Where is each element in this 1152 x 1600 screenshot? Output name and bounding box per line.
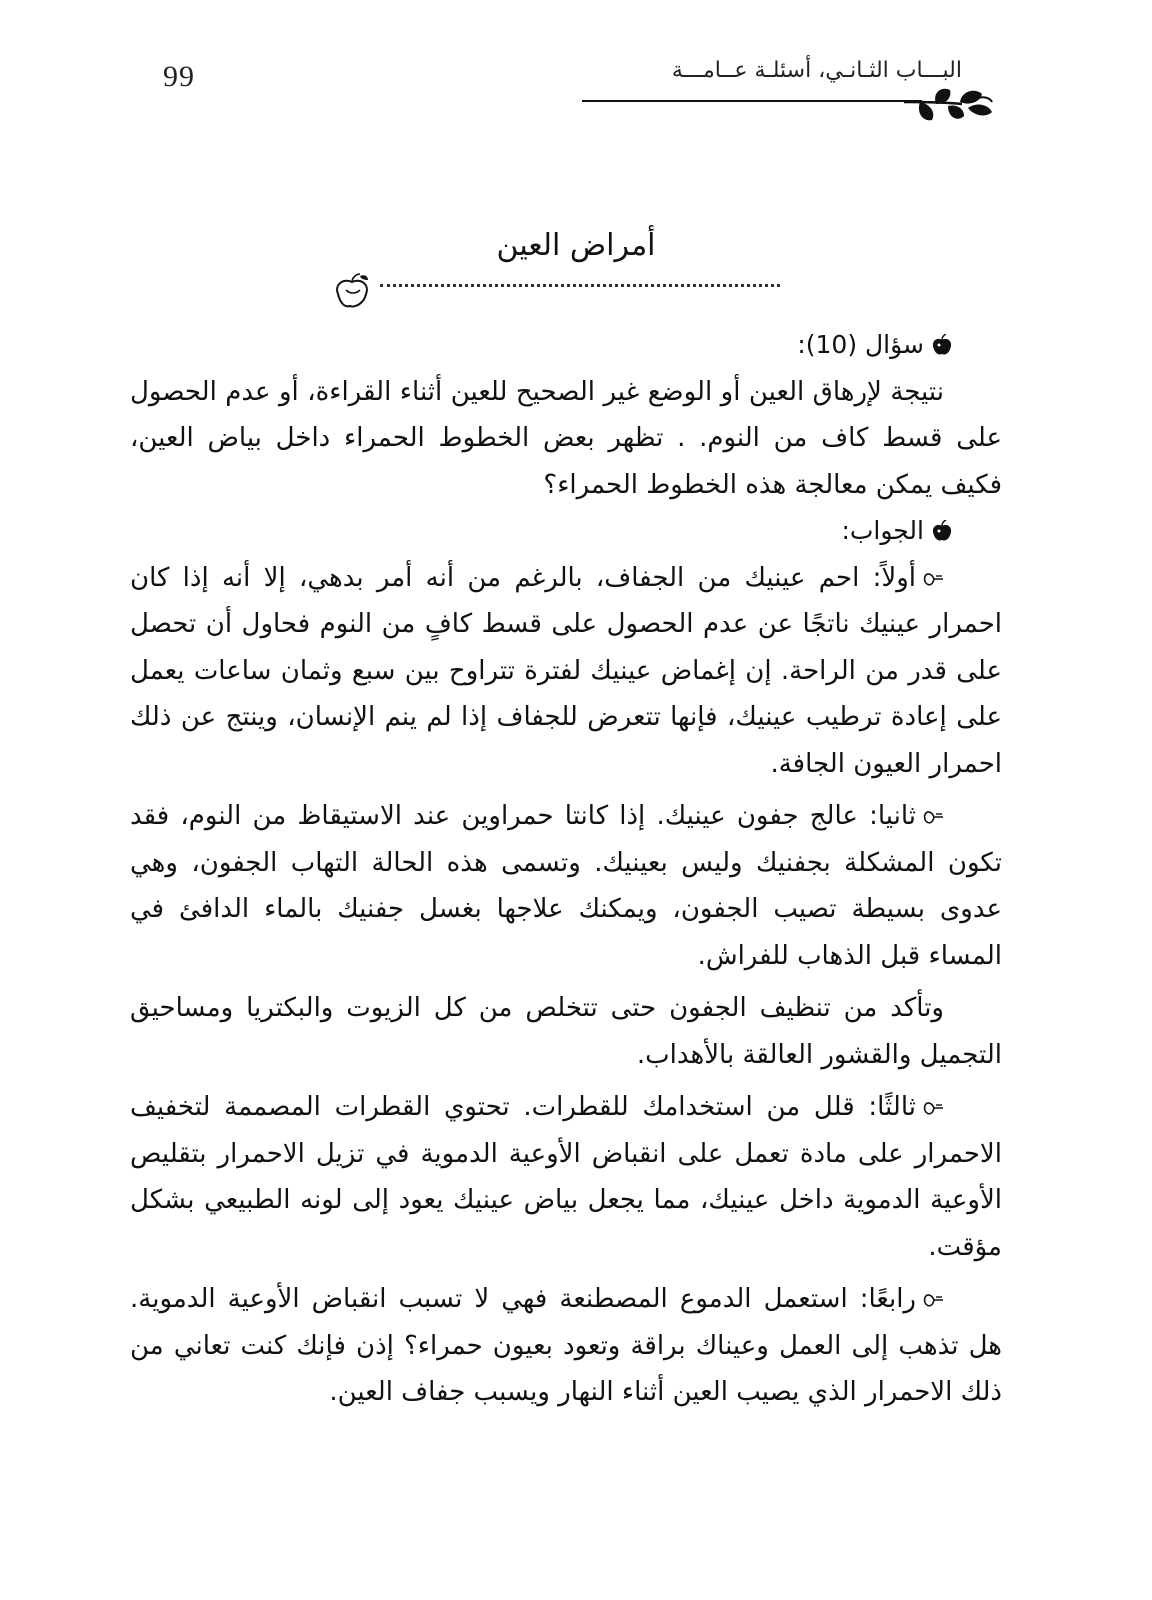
pointing-hand-icon — [922, 570, 944, 588]
answer-heading — [130, 508, 1002, 555]
answer-paragraph — [130, 1276, 1002, 1416]
header-rule — [582, 100, 922, 102]
question-label: سؤال (10): — [797, 330, 924, 359]
answer-paragraph — [130, 793, 1002, 979]
running-head: البـــاب الثـانـي، أسئلـة عــامـــة — [671, 58, 962, 83]
answer-paragraph — [130, 1084, 1002, 1270]
article-body — [130, 322, 1002, 1416]
answer-paragraph-text: وتأكد من تنظيف الجفون حتى تتخلص من كل الزيوت والبكتريا ومساحيق التجميل والقشور العالقة بالأهداب. — [130, 993, 1002, 1070]
pointing-hand-icon — [922, 808, 944, 826]
question-text: نتيجة لإرهاق العين أو الوضع غير الصحيح للعين أثناء القراءة، أو عدم الحصول على قسط كاف من النوم. . تظهر بعض الخطوط الحمراء داخل بياض العين، فكيف يمكن معالجة هذه الخطوط الحمراء؟ — [130, 376, 1002, 500]
flower-ornament-icon — [330, 272, 376, 312]
leaf-ornament-icon — [902, 86, 994, 126]
pointing-hand-icon — [922, 1099, 944, 1117]
title-dotted-rule — [380, 284, 780, 287]
pointing-hand-icon — [922, 1291, 944, 1309]
answer-paragraph — [130, 985, 1002, 1078]
chapter-title: أمراض العين — [496, 228, 656, 263]
page-number: 99 — [163, 60, 195, 93]
apple-bullet-icon — [932, 334, 952, 356]
question-heading — [130, 322, 1002, 369]
apple-bullet-icon — [932, 520, 952, 542]
answer-paragraph — [130, 555, 1002, 788]
answer-paragraph-text: ثالثًا: قلل من استخدامك للقطرات. تحتوي القطرات المصممة لتخفيف الاحمرار على مادة تعمل على انقباض الأوعية الدموية في تزيل الاحمرار بتقليص الأوعية الدموية داخل عينيك، مما يجعل بياض عينيك يعود إلى لونه الطبيعي بشكل مؤقت. — [130, 1092, 1002, 1262]
answer-paragraph-text: ثانيا: عالج جفون عينيك. إذا كانتا حمراوين عند الاستيقاظ من النوم، فقد تكون المشكلة بجفنيك وليس بعينيك. وتسمى هذه الحالة التهاب الجفون، وهي عدوى بسيطة تصيب الجفون، ويمكنك علاجها بغسل جفنيك بالماء الدافئ في المساء قبل الذهاب للفراش. — [130, 801, 1002, 971]
answer-label: الجواب: — [841, 516, 924, 545]
answer-paragraph-text: رابعًا: استعمل الدموع المصطنعة فهي لا تسبب انقباض الأوعية الدموية. هل تذهب إلى العمل وعيناك براقة وتعود بعيون حمراء؟ إذن فإنك كنت تعاني من ذلك الاحمرار الذي يصيب العين أثناء النهار ويسبب جفاف العين. — [130, 1284, 1002, 1407]
answer-paragraph-text: أولاً: احم عينيك من الجفاف، بالرغم من أنه أمر بدهي، إلا أنه إذا كان احمرار عينيك ناتجًا عن عدم الحصول على قسط كافٍ من النوم فحاول أن تحصل على قدر من الراحة. إن إغماض عينيك لفترة تتراوح بين سبع وثمان ساعات يعمل على إعادة ترطيب عينيك، فإنها تتعرض للجفاف إذا لم ينم الإنسان، وينتج عن ذلك احمرار العيون الجافة. — [130, 562, 1002, 779]
